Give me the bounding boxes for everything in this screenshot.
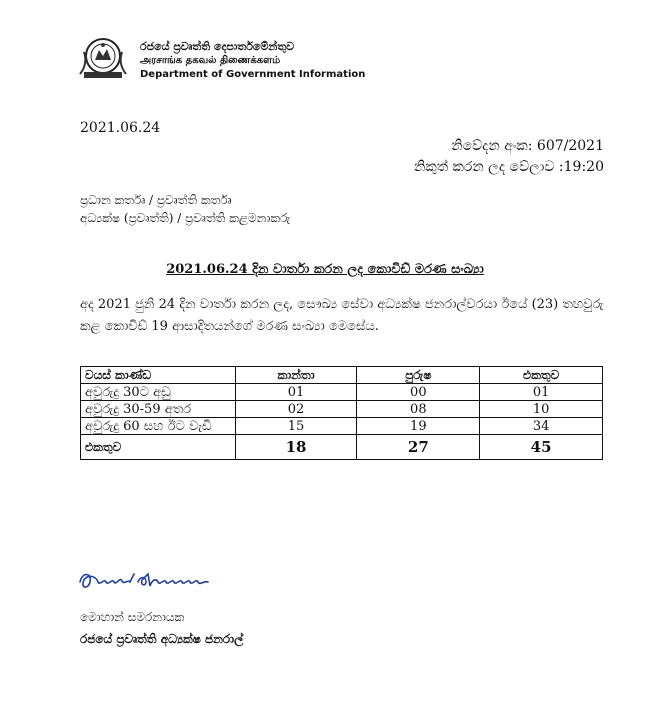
table-row (81, 384, 603, 401)
total-cell: 10 (480, 401, 603, 418)
table-header-row (81, 367, 603, 384)
header-male: පුරුෂ (357, 367, 480, 384)
letterhead-sinhala: රජයේ ප්‍රවෘත්ති දෙපාර්තමේන්තුව (140, 40, 295, 53)
header-female: කාන්තා (235, 367, 357, 384)
letter-date: 2021.06.24 (80, 120, 161, 136)
total-cell: 01 (480, 384, 603, 401)
table-row (81, 418, 603, 435)
female-total-cell: 18 (235, 435, 357, 460)
release-time: නිකුත් කරන ලද වේලාව :19:20 (413, 159, 604, 175)
male-total-cell: 27 (357, 435, 480, 460)
total-label-cell: එකතුව (81, 435, 236, 460)
signature (76, 566, 226, 600)
letterhead (140, 40, 365, 82)
total-cell: 34 (480, 418, 603, 435)
age-group-cell: අවුරුදු 30-59 අතර (81, 401, 236, 418)
addressee-line-1: ප්‍රධාන කර්තෘ / ප්‍රවෘත්ති කර්තෘ (80, 193, 232, 207)
signatory-name: මොහාන් සමරනායක (80, 610, 185, 624)
body-paragraph: අද 2021 ජුනි 24 දින වාර්තා කරන ලද, සෞඛ්‍ය සේවා අධ්‍යක්ෂ ජනරාල්වරයා ඊයේ (23) තහවුරු කළ කොවිඩ් 19 ආසාදිතයන්ගේ මරණ සංඛ්‍යා මෙසේය. (80, 297, 604, 334)
female-cell: 02 (235, 401, 357, 418)
age-group-cell: අවුරුදු 60 සහ ඊට වැඩි (81, 418, 236, 435)
female-cell: 01 (235, 384, 357, 401)
header-age-group: වයස් කාණ්ඩ (81, 367, 236, 384)
male-cell: 08 (357, 401, 480, 418)
age-group-cell: අවුරුදු 30ට අඩු (81, 384, 236, 401)
male-cell: 19 (357, 418, 480, 435)
document-title: 2021.06.24 දින වාර්තා කරන ලද කොවිඩ් මරණ සංඛ්‍යා (166, 262, 484, 277)
female-cell: 15 (235, 418, 357, 435)
male-cell: 00 (357, 384, 480, 401)
signatory-designation: රජයේ ප්‍රවෘත්ති අධ්‍යක්ෂ ජනරාල් (80, 632, 244, 646)
table-total-row (81, 435, 603, 460)
deaths-table (80, 366, 603, 460)
header-total: එකතුව (480, 367, 603, 384)
government-emblem-icon (74, 34, 132, 82)
addressee-line-2: අධ්‍යක්ෂ (ප්‍රවෘත්ති) / ප්‍රවෘත්ති කළමනාකරු (80, 211, 291, 225)
grand-total-cell: 45 (480, 435, 603, 460)
letterhead-english: Department of Government Information (140, 69, 366, 80)
table-row (81, 401, 603, 418)
letterhead-tamil: அரசாங்க தகவல் திணைக்களம் (140, 55, 281, 66)
release-number: නිවේදන අංක: 607/2021 (451, 138, 604, 154)
